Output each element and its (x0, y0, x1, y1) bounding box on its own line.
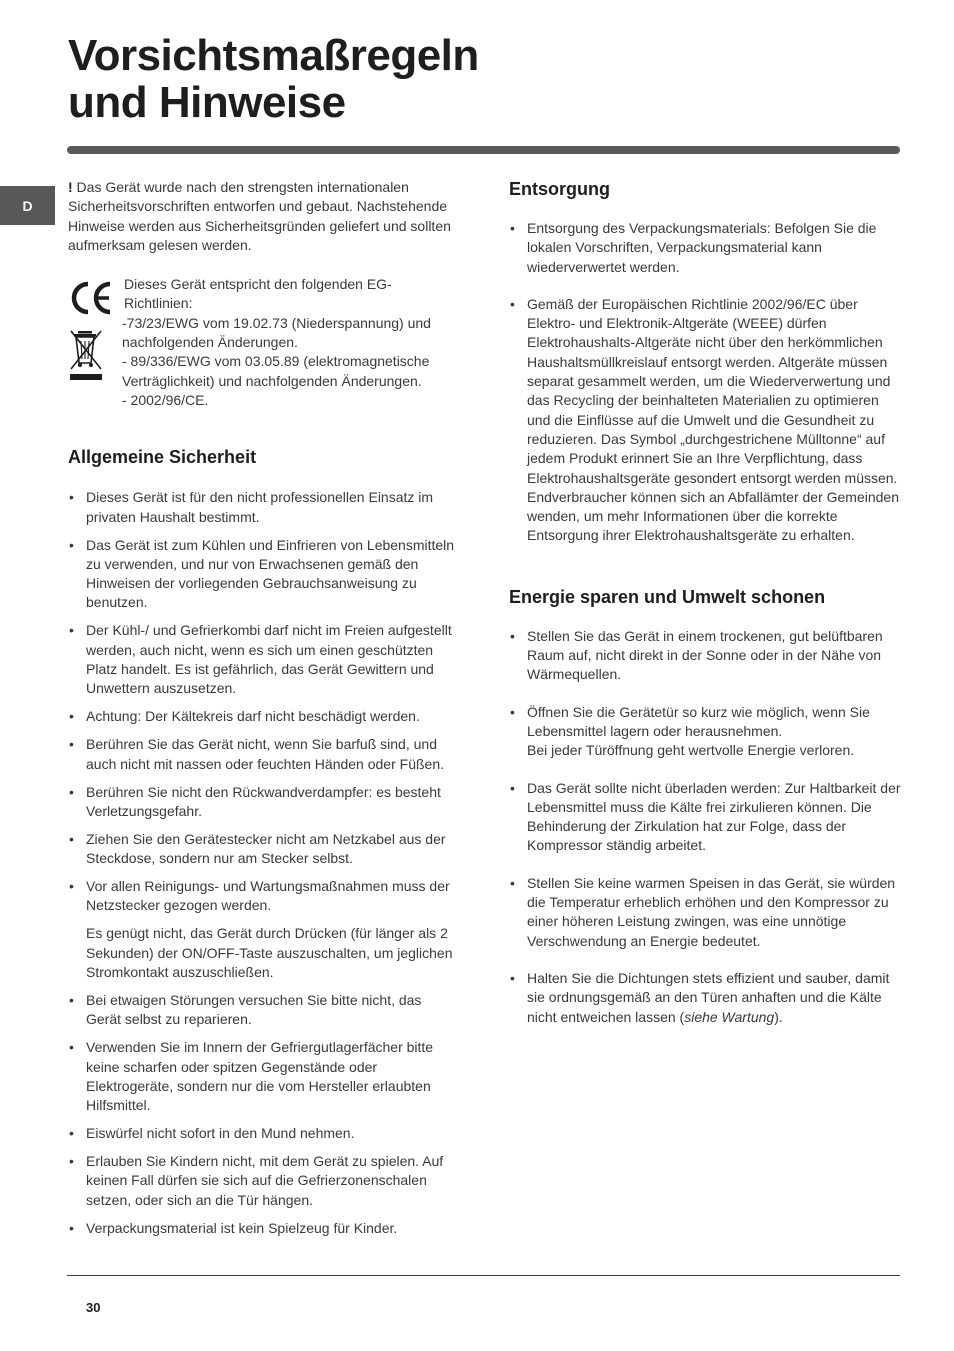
right-column (509, 178, 901, 1027)
list-item (509, 703, 901, 761)
list-item: • Der Kühl-/ und Gefrierkombi darf nicht im Freien aufgestellt werden, auch nicht, wenn es sich um einen geschützten Platz handelt. Es ist gefährlich, das Gerät Gewittern und Unwettern auszusetzen. (68, 621, 460, 698)
list-item: • Verpackungsmaterial ist kein Spielzeug für Kinder. (68, 1219, 460, 1238)
list-item-text: Stellen Sie keine warmen Speisen in das Gerät, sie würden die Temperatur erheblich erhöhen und den Kompressor zu einer höheren Leistung zwingen, was eine unnötige Verschwendung an Energie bedeutet. (527, 874, 896, 949)
general-safety-heading: Allgemeine Sicherheit (68, 447, 257, 468)
left-column (68, 178, 460, 1238)
list-item-text: • Öffnen Sie die Gerätetür so kurz wie möglich, wenn Sie Lebensmittel lagern oder herausnehmen. (527, 703, 870, 739)
list-item (509, 779, 901, 856)
energy-heading: Energie sparen und Umwelt schonen (509, 586, 826, 607)
page-title-line-1: Vorsichtsmaßregeln (68, 31, 479, 80)
page-title-line-2: und Hinweise (68, 78, 346, 127)
list-item (509, 969, 901, 1027)
cert-line: Verträglichkeit) und nachfolgenden Änderungen. (122, 372, 422, 389)
general-safety-list (68, 488, 460, 915)
certification-block (68, 275, 460, 410)
list-item: • Das Gerät ist zum Kühlen und Einfrieren von Lebensmitteln zu verwenden, und nur von Erwachsenen gemäß den Hinweisen der vorliegenden Gebrauchsanweisung zu benutzen. (68, 536, 460, 613)
list-item: • Bei etwaigen Störungen versuchen Sie bitte nicht, das Gerät selbst zu reparieren. (68, 991, 460, 1030)
list-item-text: • Gemäß der Europäischen Richtlinie 2002/96/EC über Elektro- und Elektronik-Altgeräte (WEEE) dürfen Elektrohaushalts-Altgeräte nicht über den herkömmlichen Haushaltsmüllkreislauf entsorgt werden. Altgeräte müssen separat gesammelt werden, um die Wiederverwertung und das Recycling der beinhalteten Materialien zu optimieren und die Einflüsse auf die Umwelt und die Gesundheit zu reduzieren. Das Symbol „durchgestrichene Mülltonne“ auf jedem Produkt erinnert Sie an Ihre Verpflichtung, dass Elektrohaushaltsgeräte gesondert entsorgt werden müssen. (527, 295, 898, 486)
list-item: • Berühren Sie nicht den Rückwandverdampfer: es besteht Verletzungsgefahr. (68, 783, 460, 822)
list-item-extra: Endverbraucher können sich an Abfallämter der Gemeinden wenden, um mehr Informationen über die korrekte Entsorgung ihrer Elektrohaushaltsgeräte zu erhalten. (527, 488, 899, 544)
language-tab: D (0, 186, 55, 225)
certification-text (122, 275, 460, 410)
ce-mark-icon (68, 279, 114, 317)
list-item: • Dieses Gerät ist für den nicht professionellen Einsatz im privaten Haushalt bestimmt. (68, 488, 460, 527)
list-item: • Vor allen Reinigungs- und Wartungsmaßnahmen muss der Netzstecker gezogen werden. (68, 877, 460, 916)
cert-line: Dieses Gerät entspricht den folgenden EG- (124, 276, 392, 293)
warning-mark: ! (68, 179, 73, 195)
list-item (509, 295, 901, 546)
disposal-list (509, 219, 901, 546)
disposal-heading: Entsorgung (509, 179, 610, 199)
list-item-text: Stellen Sie das Gerät in einem trockenen, gut belüftbaren Raum auf, nicht direkt in der Sonne oder in der Nähe von Wärmequellen. (527, 627, 883, 683)
cert-line: - 2002/96/CE. (122, 391, 209, 408)
list-item-text: Das Gerät sollte nicht überladen werden: Zur Haltbarkeit der Lebensmittel muss die Kälte frei zirkulieren können. Die Behinderung der Zirkulation hat zur Folge, dass der Kompressor ständig arbeitet. (527, 779, 901, 854)
list-item (509, 874, 901, 951)
list-item: • Berühren Sie das Gerät nicht, wenn Sie barfuß sind, und auch nicht mit nassen oder feuchten Händen oder Füßen. (68, 735, 460, 774)
list-item-text: ). (774, 1008, 783, 1025)
footer-divider (67, 1275, 900, 1276)
list-item (509, 627, 901, 685)
list-item (509, 219, 901, 277)
list-item: • Erlauben Sie Kindern nicht, mit dem Gerät zu spielen. Auf keinen Fall dürfen sie sich auf die Gefrierzonenschalen setzen, oder sich an die Tür hängen. (68, 1152, 460, 1210)
list-item: • Verwenden Sie im Innern der Gefriergutlagerfächer bitte keine scharfen oder spitzen Gegenstände oder Elektrogeräte, sondern nur die vom Hersteller erlaubten Hilfsmittel. (68, 1038, 460, 1115)
cert-line: - 89/336/EWG vom 03.05.89 (elektromagnetische (122, 353, 430, 370)
list-item: • Eiswürfel nicht sofort in den Mund nehmen. (68, 1124, 460, 1143)
cert-line: nachfolgenden Änderungen. (122, 334, 298, 351)
list-item-text: Halten Sie die Dichtungen stets effizient und sauber, damit sie ordnungsgemäß an den Türen anhaften und die Kälte nicht entweichen lassen ( (527, 969, 890, 1025)
list-item-text: Entsorgung des Verpackungsmaterials: Befolgen Sie die lokalen Vorschriften, Verpackungsmaterial kann wiederverwertet werden. (527, 220, 877, 275)
page-title (68, 32, 479, 126)
certification-icons (68, 275, 122, 410)
cross-reference: siehe Wartung (684, 1008, 775, 1025)
intro-paragraph (68, 178, 460, 255)
list-item-note: Es genügt nicht, das Gerät durch Drücken (für länger als 2 Sekunden) der ON/OFF-Taste auszuschalten, um jeglichen Stromkontakt auszuschließen. (86, 925, 453, 980)
title-divider (67, 146, 900, 154)
list-item: • Ziehen Sie den Gerätestecker nicht am Netzkabel aus der Steckdose, sondern nur am Stecker selbst. (68, 830, 460, 869)
list-item: • Achtung: Der Kältekreis darf nicht beschädigt werden. (68, 707, 460, 726)
cert-line: Richtlinien: (124, 295, 193, 312)
crossed-out-bin-icon (68, 327, 104, 383)
cert-line: -73/23/EWG vom 19.02.73 (Niederspannung) und (122, 314, 431, 331)
energy-list (509, 627, 901, 1027)
general-safety-list-continued (68, 991, 460, 1238)
intro-text: Das Gerät wurde nach den strengsten internationalen Sicherheitsvorschriften entworfen und gebaut. Nachstehende Hinweise werden aus Sicherheitsgründen geliefert und sollten aufmerksam gelesen werden. (68, 179, 451, 253)
page-number: 30 (86, 1300, 101, 1315)
list-item-extra: Bei jeder Türöffnung geht wertvolle Energie verloren. (527, 742, 855, 759)
